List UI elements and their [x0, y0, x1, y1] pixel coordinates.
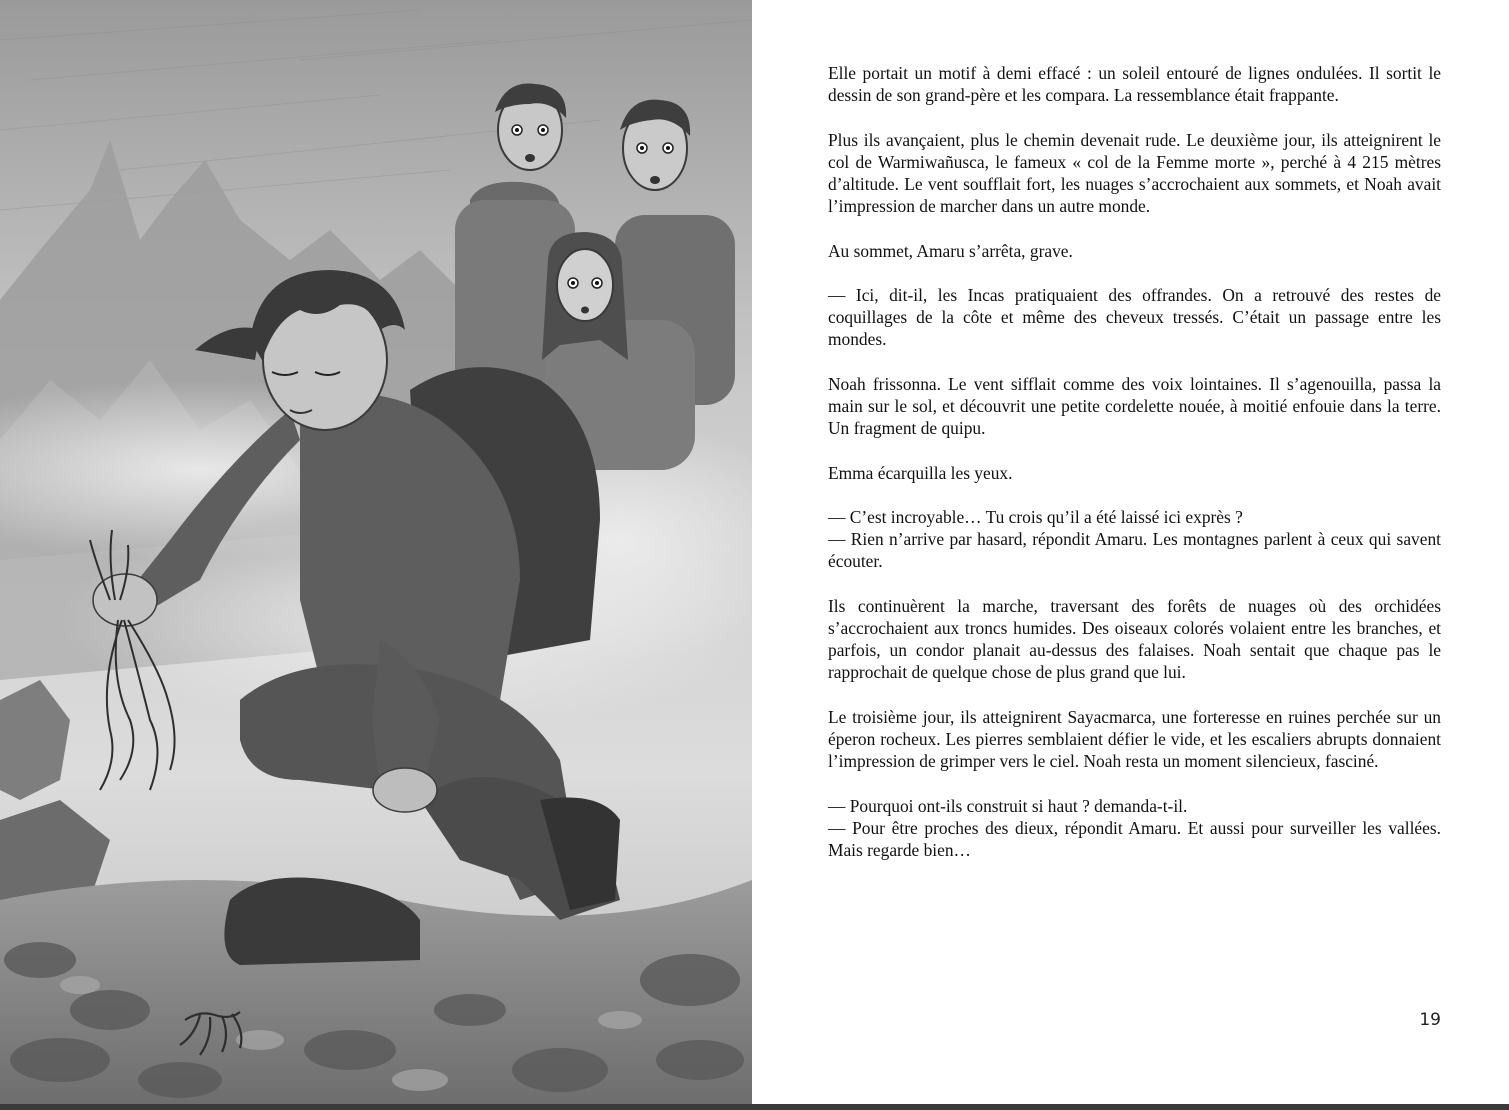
paragraph: Noah frissonna. Le vent sifflait comme des voix lointaines. Il s’agenouilla, passa la main sur le sol, et découvrit une petite cordelette nouée, à moitié enfouie dans la terre. Un fragment de quipu. [828, 373, 1441, 439]
hand-on-knee [373, 768, 437, 812]
text-page [752, 0, 1509, 1104]
paragraph: Plus ils avançaient, plus le chemin devenait rude. Le deuxième jour, ils atteignirent le col de Warmiwañusca, le fameux « col de la Femme morte », perché à 4 215 mètres d’altitude. Le vent soufflait fort, les nuages s’accrochaient aux sommets, et Noah avait l’impression de marcher dans un autre monde. [828, 129, 1441, 217]
illustration-page [0, 0, 752, 1104]
paragraph: — Ici, dit-il, les Incas pratiquaient des offrandes. On a retrouvé des restes de coquillages de la côte et même des cheveux tressés. C’était un passage entre les mondes. [828, 284, 1441, 350]
paragraph: Emma écarquilla les yeux. [828, 462, 1013, 483]
paragraph: Elle portait un motif à demi effacé : un soleil entouré de lignes ondulées. Il sortit le dessin de son grand-père et les compara. La ressemblance était frappante. [828, 63, 1441, 106]
paragraph: Au sommet, Amaru s’arrêta, grave. [828, 240, 1073, 261]
paragraph: — C’est incroyable… Tu crois qu’il a été laissé ici exprès ? [828, 506, 1243, 527]
paragraph: Le troisième jour, ils atteignirent Sayacmarca, une forteresse en ruines perchée sur un éperon rocheux. Les pierres semblaient défier le vide, et les escaliers abrupts donnaient l’impression de grimper vers le ciel. Noah resta un moment silencieux, fasciné. [828, 706, 1441, 772]
page-number: 19 [1419, 1010, 1441, 1030]
viewer-bottom-bar [0, 1104, 1509, 1110]
paragraph: — Pour être proches des dieux, répondit Amaru. Et aussi pour surveiller les vallées. Mais regarde bien… [828, 817, 1441, 860]
paragraph: — Rien n’arrive par hasard, répondit Amaru. Les montagnes parlent à ceux qui savent écouter. [828, 529, 1441, 572]
paragraph: Ils continuèrent la marche, traversant des forêts de nuages où des orchidées s’accrochaient aux troncs humides. Des oiseaux colorés volaient entre les branches, et parfois, un condor planait au-dessus des falaises. Noah sentait que chaque pas le rapprochait de quelque chose de plus grand que lui. [828, 595, 1441, 683]
pencil-illustration [0, 0, 752, 1104]
paragraph: — Pourquoi ont-ils construit si haut ? demanda-t-il. [828, 795, 1188, 816]
text-column [828, 62, 1441, 883]
